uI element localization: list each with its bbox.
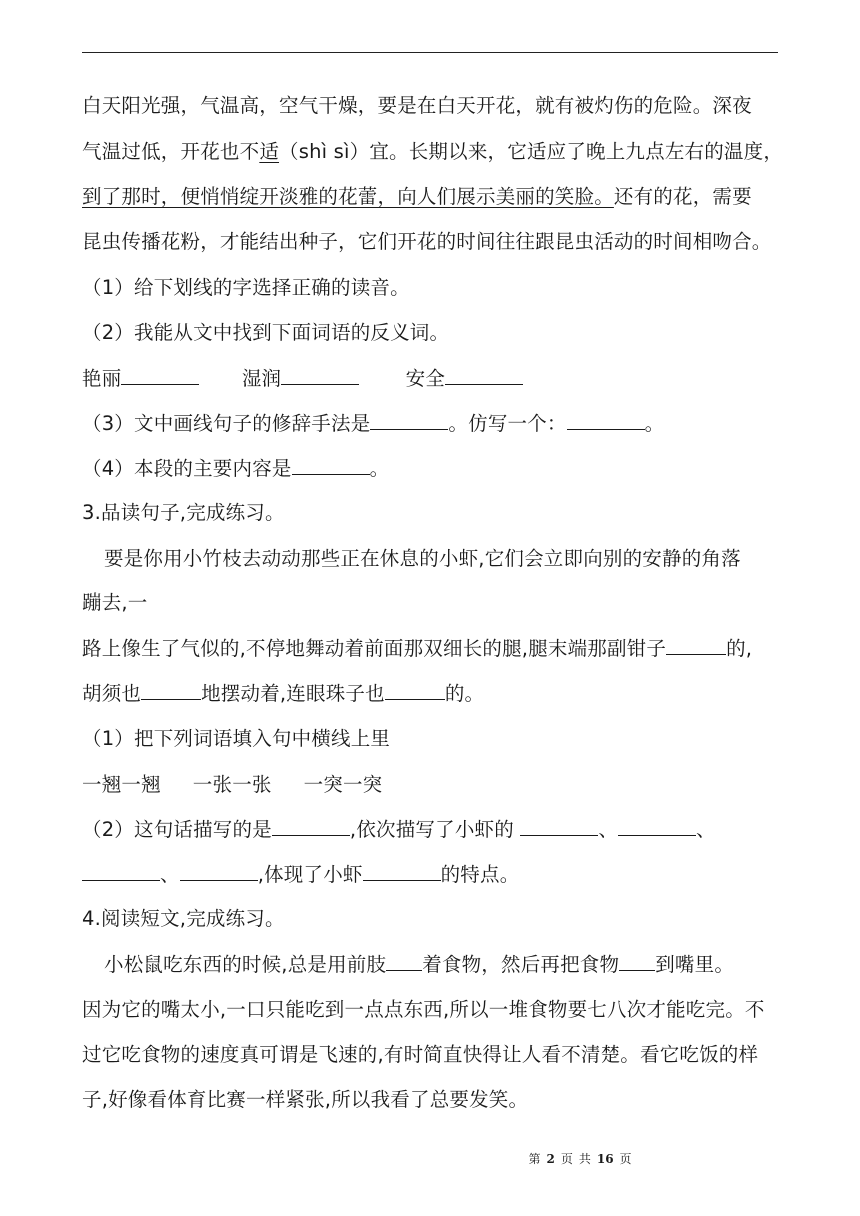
q3-para-line-4-text-b: 地摆动着,连眼珠子也 (201, 682, 385, 705)
passage-line-2-text: 气温过低，开花也不 (82, 140, 260, 163)
answer-blank[interactable] (281, 366, 359, 385)
q4-para-line-1-text-c: 到嘴里。 (655, 953, 735, 976)
footer-text: 共 (578, 1152, 591, 1166)
q2-sub-1: （1）给下划线的字选择正确的读音。 (82, 276, 410, 299)
q2-sub-3-text: （3）文中画线句子的修辞手法是 (82, 412, 371, 435)
passage-line-3 (82, 184, 752, 210)
q4-para-line-1 (104, 952, 734, 978)
q4-title: 4.阅读短文,完成练习。 (82, 907, 285, 930)
answer-blank[interactable] (618, 817, 696, 836)
answer-blank[interactable] (272, 817, 350, 836)
q3-sub-2-text: （2）这句话描写的是 (82, 818, 272, 841)
q2-sub-2: （2）我能从文中找到下面词语的反义词。 (82, 321, 450, 344)
q4-para-line-1-text: 小松鼠吃东西的时候,总是用前肢 (104, 953, 387, 976)
separator: 、 (598, 818, 619, 841)
q3-para-line-4-text-c: 的。 (444, 682, 485, 705)
q3-title: 3.品读句子,完成练习。 (82, 501, 285, 524)
answer-blank[interactable] (567, 411, 645, 430)
passage-line-1: 白天阳光强，气温高，空气干燥，要是在白天开花，就有被灼伤的危险。深夜 (82, 94, 752, 117)
passage-line-2-text-b: （shì sì）宜。长期以来，它适应了晚上九点左右的温度， (279, 140, 784, 163)
page-total: 16 (596, 1152, 614, 1166)
q3-sub-2-text-g: 的特点。 (440, 863, 520, 886)
header-rule (82, 52, 778, 53)
q4-para-line-2: 因为它的嘴太小,一口只能吃到一点点东西,所以一堆食物要七八次才能吃完。不 (82, 998, 765, 1021)
q3-sub-1: （1）把下列词语填入句中横线上里 (82, 727, 391, 750)
answer-blank[interactable] (141, 681, 201, 700)
q3-para-line-2: 蹦去,一 (82, 591, 148, 614)
q2-sub-3 (82, 411, 664, 437)
q3-sub-2 (82, 817, 716, 843)
answer-blank[interactable] (82, 862, 160, 881)
q3-word-bank: 一翘一翘 一张一张 一突一突 (82, 773, 383, 796)
q2-sub-4 (82, 456, 389, 482)
footer-text: 第 (528, 1152, 541, 1166)
answer-blank[interactable] (292, 456, 370, 475)
footer-text: 页 (560, 1152, 573, 1166)
answer-blank[interactable] (385, 681, 445, 700)
antonym-word-1: 艳丽 (82, 367, 122, 390)
page-number: 2 (546, 1152, 555, 1166)
antonym-word-3: 安全 (405, 367, 446, 390)
q4-para-line-3: 过它吃食物的速度真可谓是飞速的,有时简直快得让人看不清楚。看它吃饭的样 (82, 1043, 759, 1066)
answer-blank[interactable] (520, 817, 598, 836)
q3-para-line-1: 要是你用小竹枝去动动那些正在休息的小虾,它们会立即向别的安静的角落 (104, 547, 741, 570)
underlined-sentence: 到了那时，便悄悄绽开淡雅的花蕾，向人们展示美丽的笑脸。 (82, 185, 614, 208)
q4-para-line-1-text-b: 着食物，然后再把食物 (422, 953, 620, 976)
answer-blank[interactable] (180, 862, 258, 881)
separator: 、 (696, 818, 716, 841)
answer-blank[interactable] (363, 862, 441, 881)
separator: 、 (160, 863, 180, 886)
passage-line-4: 昆虫传播花粉，才能结出种子，它们开花的时间往往跟昆虫活动的时间相吻合。 (82, 230, 772, 253)
q2-sub-3-text-c: 。 (644, 412, 665, 435)
q3-para-line-3-text-b: 的, (726, 637, 753, 660)
answer-blank[interactable] (386, 952, 422, 971)
q3-para-line-3 (82, 636, 752, 662)
q3-sub-2-cont (82, 862, 519, 888)
q2-sub-3-text-b: 。仿写一个： (448, 412, 567, 435)
answer-blank[interactable] (619, 952, 655, 971)
passage-line-2 (82, 139, 783, 165)
q3-para-line-4 (82, 681, 484, 707)
answer-blank[interactable] (445, 366, 523, 385)
q2-sub-4-text: （4）本段的主要内容是 (82, 457, 292, 480)
q3-sub-2-text-b: ,依次描写了小虾的 (349, 818, 521, 841)
q3-para-line-3-text: 路上像生了气似的,不停地舞动着前面那双细长的腿,腿末端那副钳子 (82, 637, 667, 660)
antonym-row (82, 366, 523, 392)
footer-text: 页 (619, 1152, 632, 1166)
answer-blank[interactable] (370, 411, 448, 430)
page-footer (0, 1150, 860, 1167)
answer-blank[interactable] (666, 636, 726, 655)
q3-para-line-4-text: 胡须也 (82, 682, 142, 705)
q3-sub-2-text-f: ,体现了小虾 (257, 863, 363, 886)
underlined-char: 适 (259, 140, 280, 163)
passage-line-3-text: 还有的花，需要 (613, 185, 752, 208)
q4-para-line-4: 子,好像看体育比赛一样紧张,所以我看了总要发笑。 (82, 1088, 529, 1111)
antonym-word-2: 湿润 (241, 367, 282, 390)
q2-sub-4-text-b: 。 (369, 457, 390, 480)
answer-blank[interactable] (121, 366, 199, 385)
